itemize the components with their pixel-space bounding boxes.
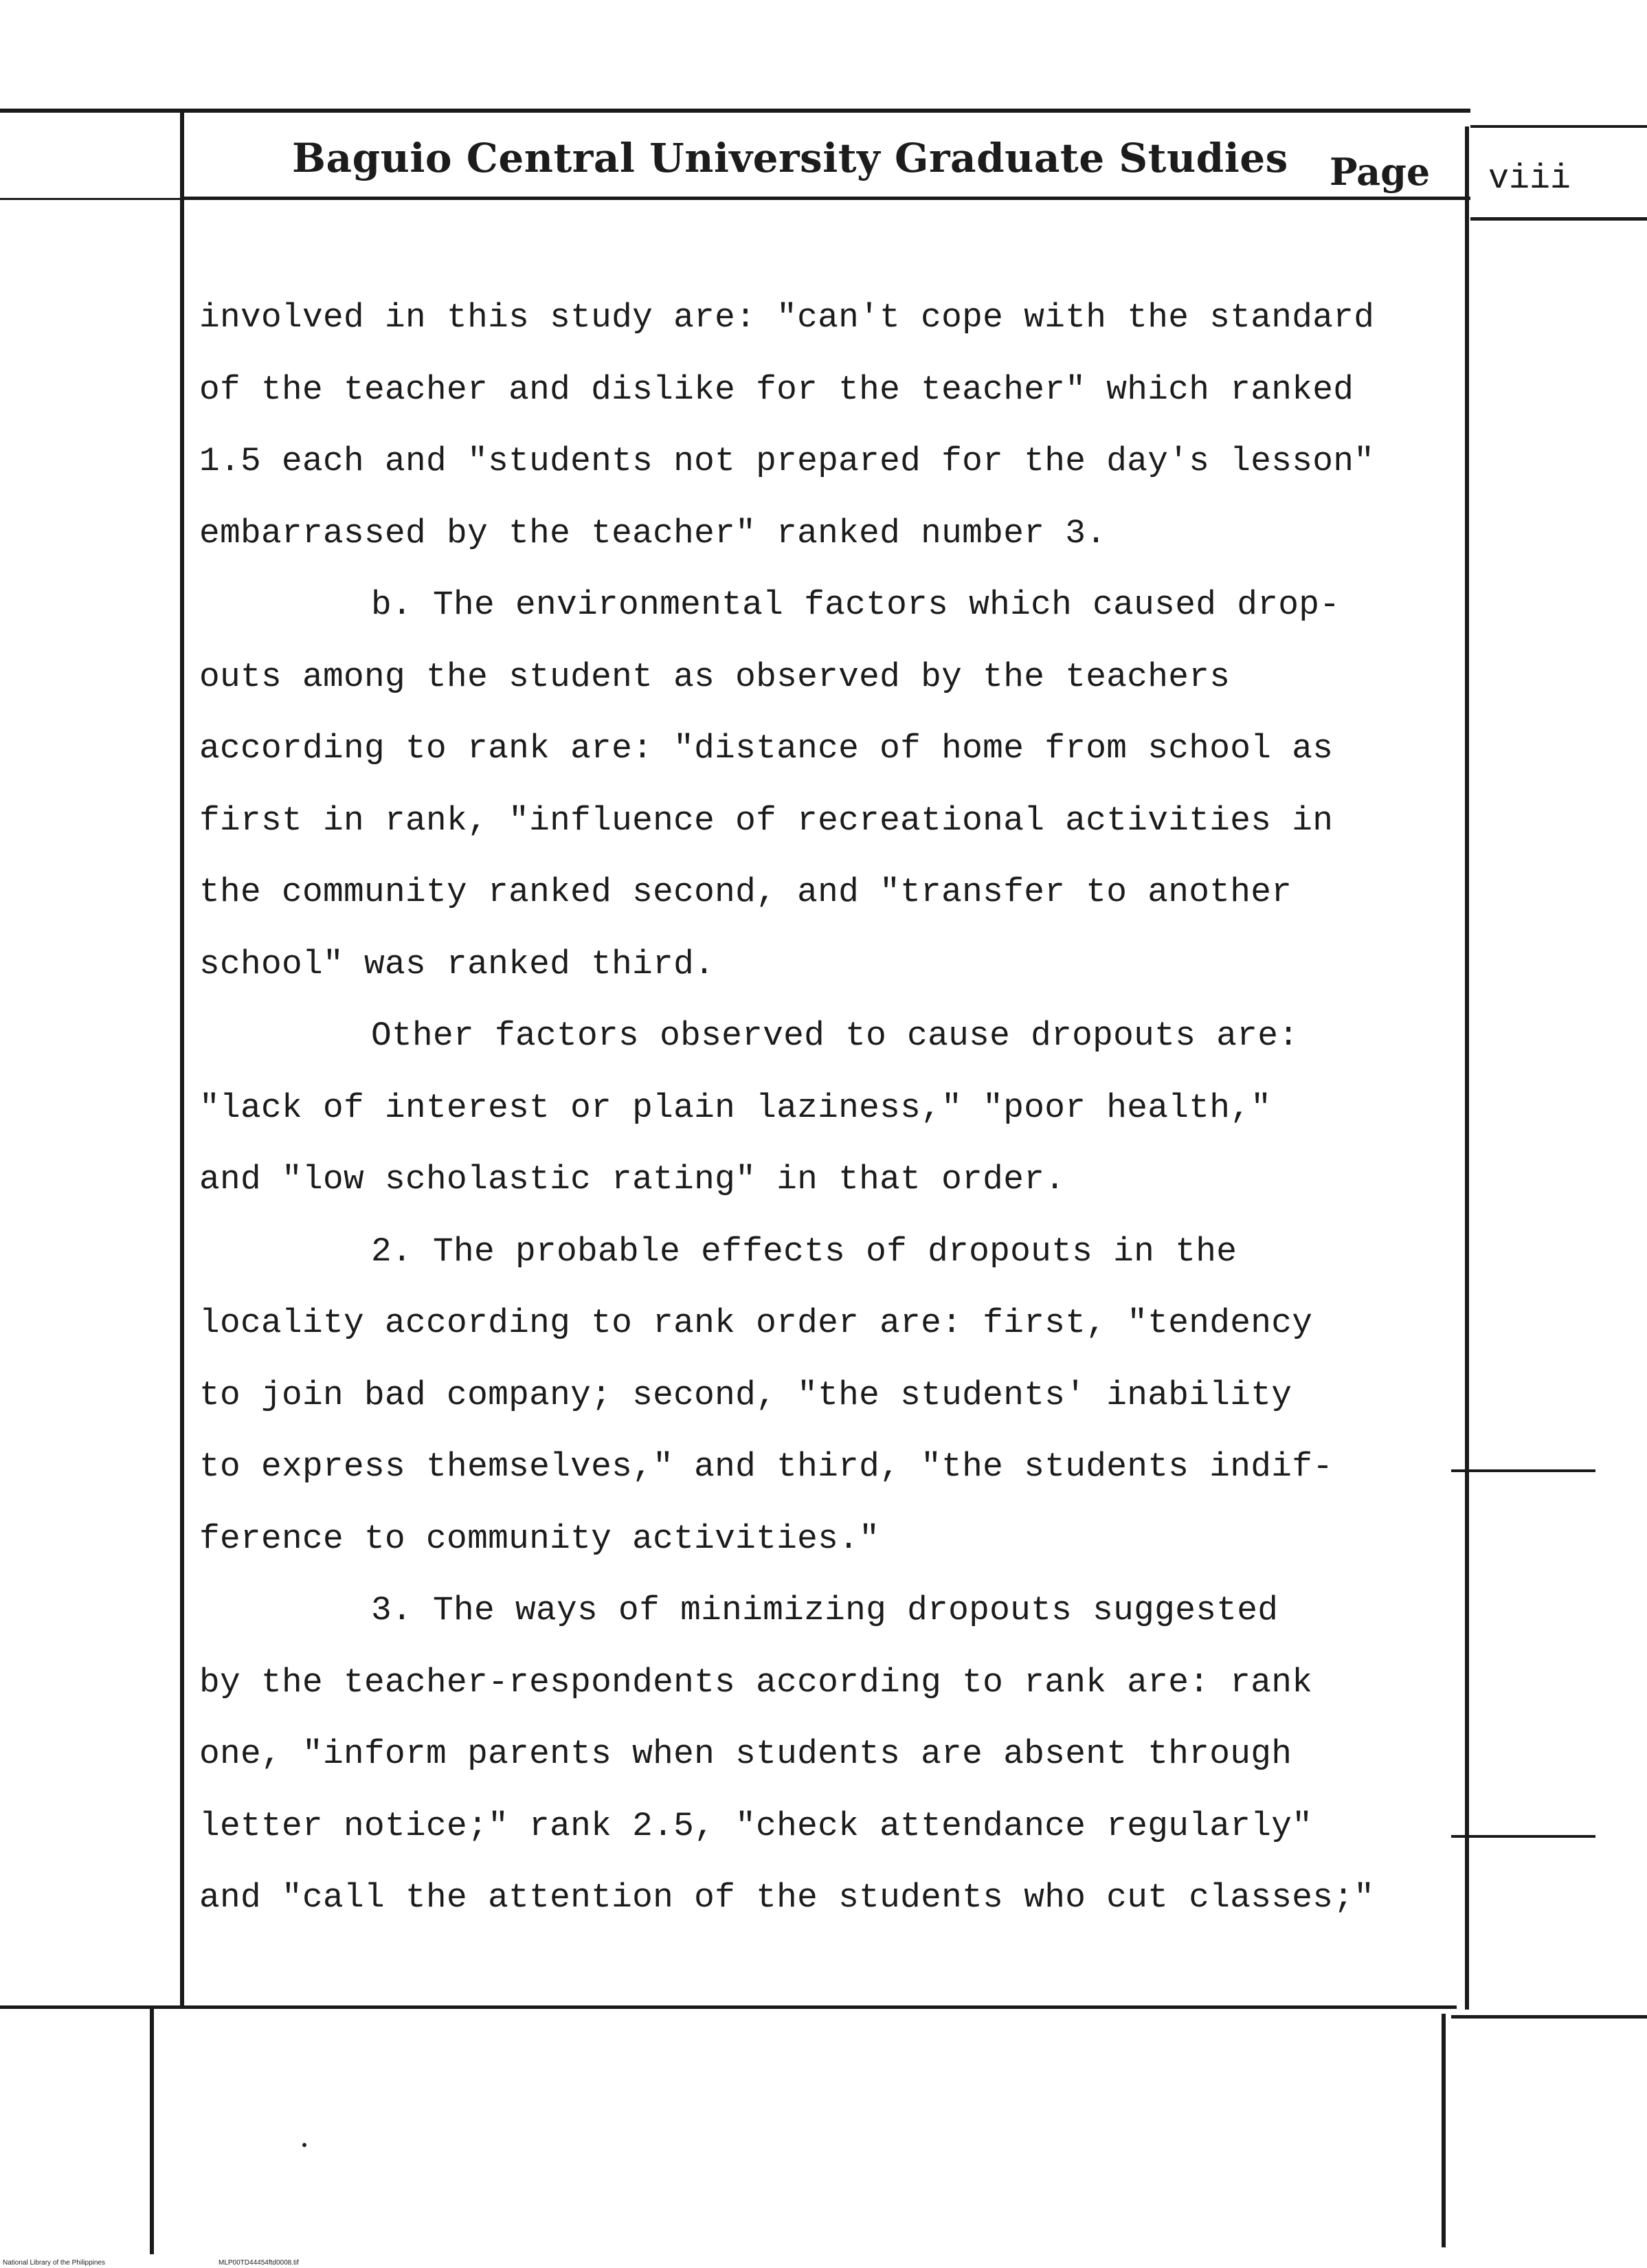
bottom-rule — [0, 2005, 1457, 2009]
text-line: ference to community activities." — [199, 1519, 880, 1558]
text-line: Other factors observed to cause dropouts are: — [371, 1016, 1299, 1055]
left-margin-line — [180, 110, 184, 2007]
right-margin-tick — [1451, 1469, 1595, 1472]
text-line: according to rank are: "distance of home from school as — [199, 729, 1334, 768]
text-line: one, "inform parents when students are absent through — [199, 1735, 1292, 1773]
speck — [302, 2143, 306, 2147]
bottom-rule-right — [1451, 2015, 1647, 2019]
text-line: 3. The ways of minimizing dropouts suggested — [371, 1591, 1279, 1630]
text-line: to join bad company; second, "the students' inability — [199, 1375, 1292, 1414]
text-line: b. The environmental factors which caused drop- — [371, 586, 1341, 624]
text-line: the community ranked second, and "transfer to another — [199, 873, 1292, 911]
text-line: of the teacher and dislike for the teacher" which ranked — [199, 370, 1354, 409]
body-text — [199, 282, 1464, 1934]
text-line: to express themselves," and third, "the students indif- — [199, 1447, 1334, 1486]
right-margin-line — [1465, 126, 1469, 2010]
text-line: locality according to rank order are: first, "tendency — [199, 1304, 1313, 1342]
text-line: "lack of interest or plain laziness," "poor health," — [199, 1088, 1272, 1127]
header-rule — [180, 197, 1470, 200]
page-number: viii — [1488, 159, 1571, 199]
page-label: Page — [1330, 150, 1431, 194]
right-margin-tick — [1451, 1835, 1595, 1838]
text-line: 2. The probable effects of dropouts in the — [371, 1232, 1237, 1271]
scan-source-label: National Library of the Philippines — [3, 2259, 105, 2267]
text-line: school" was ranked third. — [199, 944, 715, 983]
header-rule-right — [1470, 217, 1647, 221]
text-line: embarrassed by the teacher" ranked number 3. — [199, 513, 1107, 553]
text-line: by the teacher-respondents according to rank are: rank — [199, 1663, 1313, 1702]
top-rule-right — [1470, 125, 1647, 128]
text-line: involved in this study are: "can't cope with the standard — [199, 298, 1375, 337]
page-header-title: Baguio Central University Graduate Studies — [292, 135, 1288, 181]
text-line: letter notice;" rank 2.5, "check attendance regularly" — [199, 1806, 1313, 1845]
text-line: and "call the attention of the students who cut classes;" — [199, 1878, 1375, 1917]
top-rule — [0, 109, 1470, 113]
text-line: outs among the student as observed by the teachers — [199, 657, 1231, 696]
scan-file-id: MLP00TD44454ftd0008.tif — [219, 2259, 299, 2267]
text-line: first in rank, "influence of recreational activities in — [199, 801, 1334, 840]
right-margin-line-lower — [1442, 2014, 1446, 2247]
text-line: and "low scholastic rating" in that order. — [199, 1160, 1066, 1199]
left-margin-line-lower — [150, 2007, 154, 2254]
left-margin-rule — [0, 198, 180, 200]
text-line: 1.5 each and "students not prepared for the day's lesson" — [199, 442, 1375, 480]
